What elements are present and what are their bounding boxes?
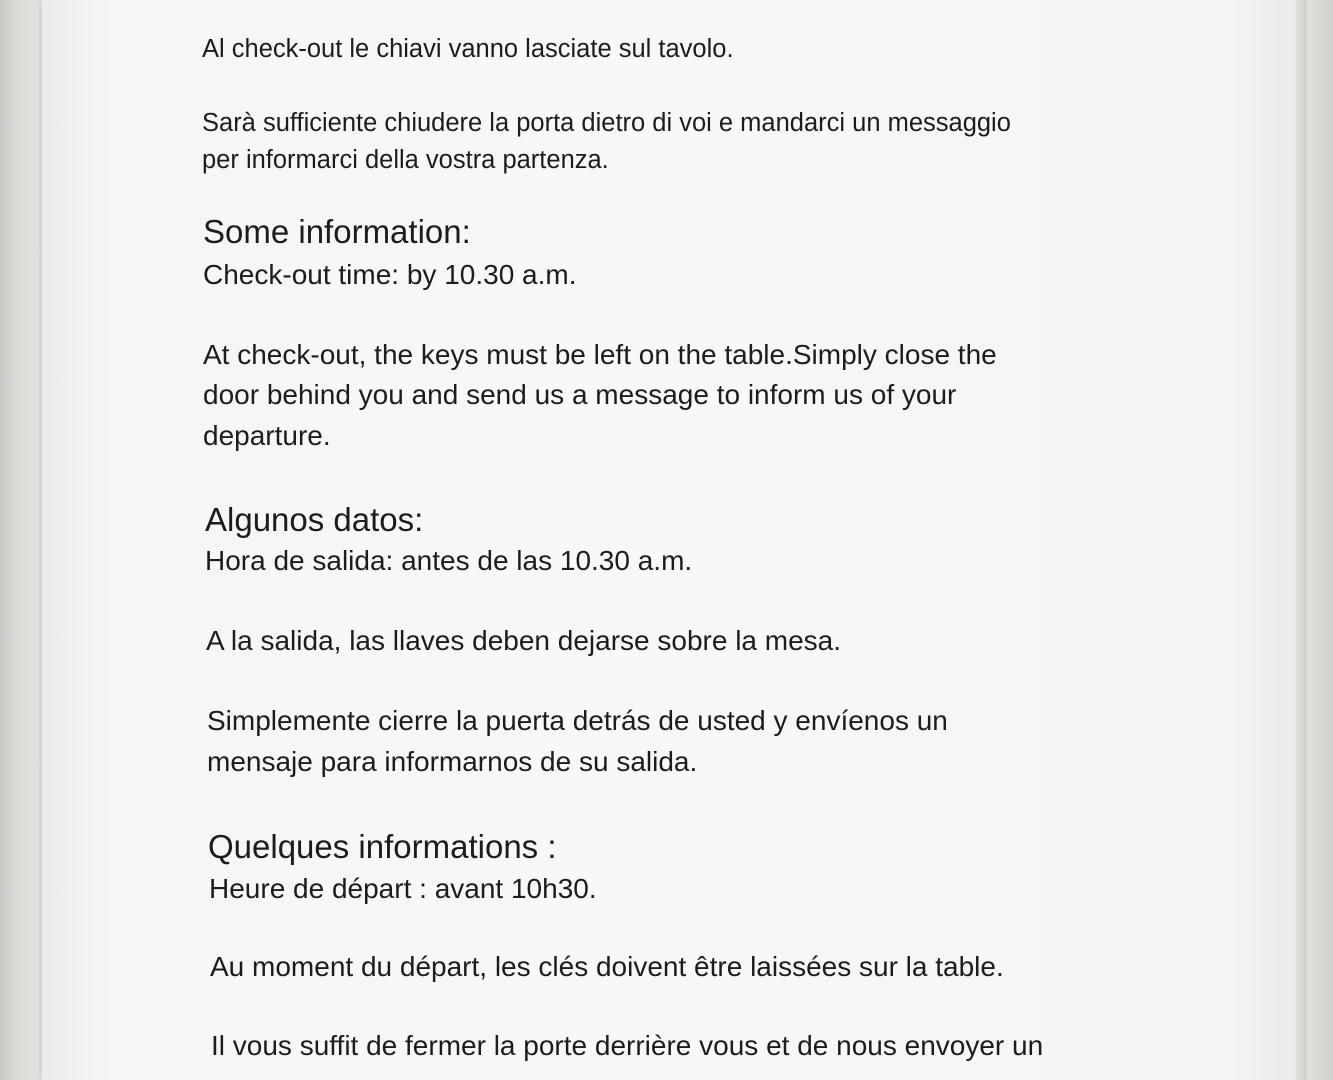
english-checkout-time: Check-out time: by 10.30 a.m. [203, 259, 577, 290]
spanish-heading: Algunos datos: [205, 501, 424, 538]
spanish-close-line-2: mensaje para informarnos de su salida. [207, 746, 698, 777]
italian-keys-line: Al check-out le chiavi vanno lasciate sul tavolo. [202, 35, 734, 63]
spanish-close-line-1: Simplemente cierre la puerta detrás de usted y envíenos un [207, 705, 948, 736]
spanish-keys-line: A la salida, las llaves deben dejarse sobre la mesa. [206, 625, 842, 656]
english-keys-line-2: door behind you and send us a message to inform us of your [203, 379, 957, 410]
french-checkout-time: Heure de départ : avant 10h30. [209, 873, 597, 904]
spanish-checkout-time: Hora de salida: antes de las 10.30 a.m. [205, 545, 693, 576]
english-heading: Some information: [203, 213, 471, 250]
english-keys-line-1: At check-out, the keys must be left on the table.Simply close the [203, 339, 997, 370]
italian-close-line-1: Sarà sufficiente chiudere la porta dietro di voi e mandarci un messaggio [202, 109, 1011, 137]
french-keys-line: Au moment du départ, les clés doivent être laissées sur la table. [210, 951, 1004, 982]
french-close-line-1: Il vous suffit de fermer la porte derrière vous et de nous envoyer un [211, 1030, 1044, 1061]
french-heading: Quelques informations : [208, 828, 557, 865]
sheet-edge [1296, 0, 1306, 1080]
background-left [0, 0, 48, 1080]
italian-close-line-2: per informarci della vostra partenza. [202, 146, 609, 174]
english-keys-line-3: departure. [203, 420, 331, 451]
